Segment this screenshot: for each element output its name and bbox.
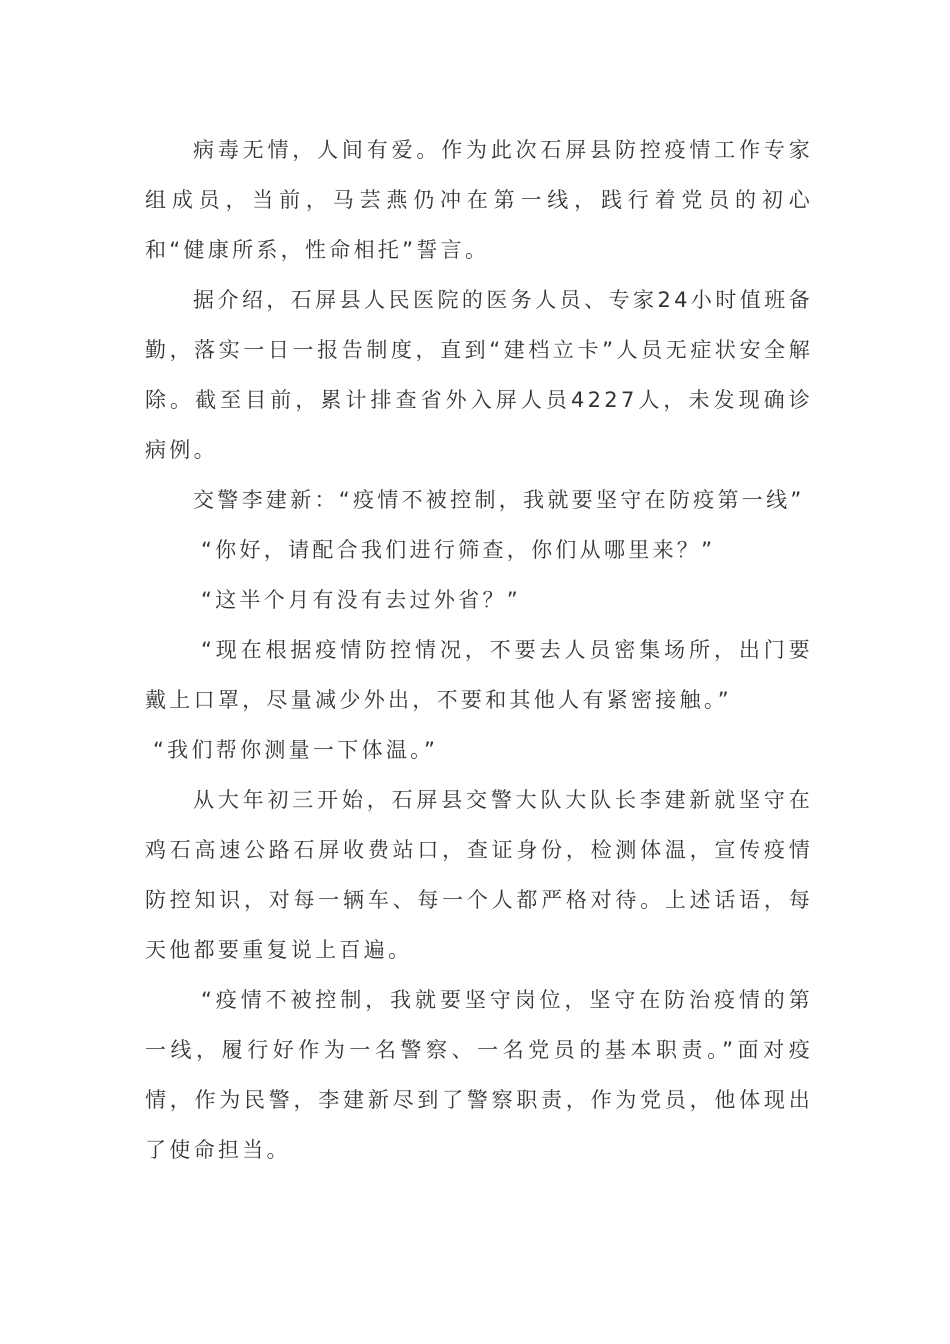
paragraph-hospital-duty: 据介绍，石屏县人民医院的医务人员、专家24小时值班备勤，落实一日一报告制度，直到“建档立卡”人员无症状安全解除。截至目前，累计排查省外入屏人员4227人，未发现确诊病例。	[145, 288, 813, 462]
paragraph-duty-statement: “疫情不被控制，我就要坚守岗位，坚守在防治疫情的第一线，履行好作为一名警察、一名党员的基本职责。”面对疫情，作为民警，李建新尽到了警察职责，作为党员，他体现出了使命担当。	[145, 988, 813, 1162]
paragraph-expert-team: 病毒无情，人间有爱。作为此次石屏县防控疫情工作专家组成员，当前，马芸燕仍冲在第一线，践行着党员的初心和“健康所系，性命相托”誓言。	[145, 138, 813, 262]
quote-prevention-advice: “现在根据疫情防控情况，不要去人员密集场所，出门要戴上口罩，尽量减少外出，不要和其他人有紧密接触。”	[145, 638, 813, 712]
paragraph-toll-station: 从大年初三开始，石屏县交警大队大队长李建新就坚守在鸡石高速公路石屏收费站口，查证身份，检测体温，宣传疫情防控知识，对每一辆车、每一个人都严格对待。上述话语，每天他都要重复说上百遍。	[145, 788, 813, 962]
quote-screening: “你好，请配合我们进行筛查，你们从哪里来？”	[201, 538, 716, 562]
quote-temperature: “我们帮你测量一下体温。”	[153, 738, 439, 762]
paragraph-police-heading: 交警李建新：“疫情不被控制，我就要坚守在防疫第一线”	[193, 488, 805, 512]
quote-travel-question: “这半个月有没有去过外省？”	[201, 588, 521, 612]
document-body	[145, 125, 813, 1175]
